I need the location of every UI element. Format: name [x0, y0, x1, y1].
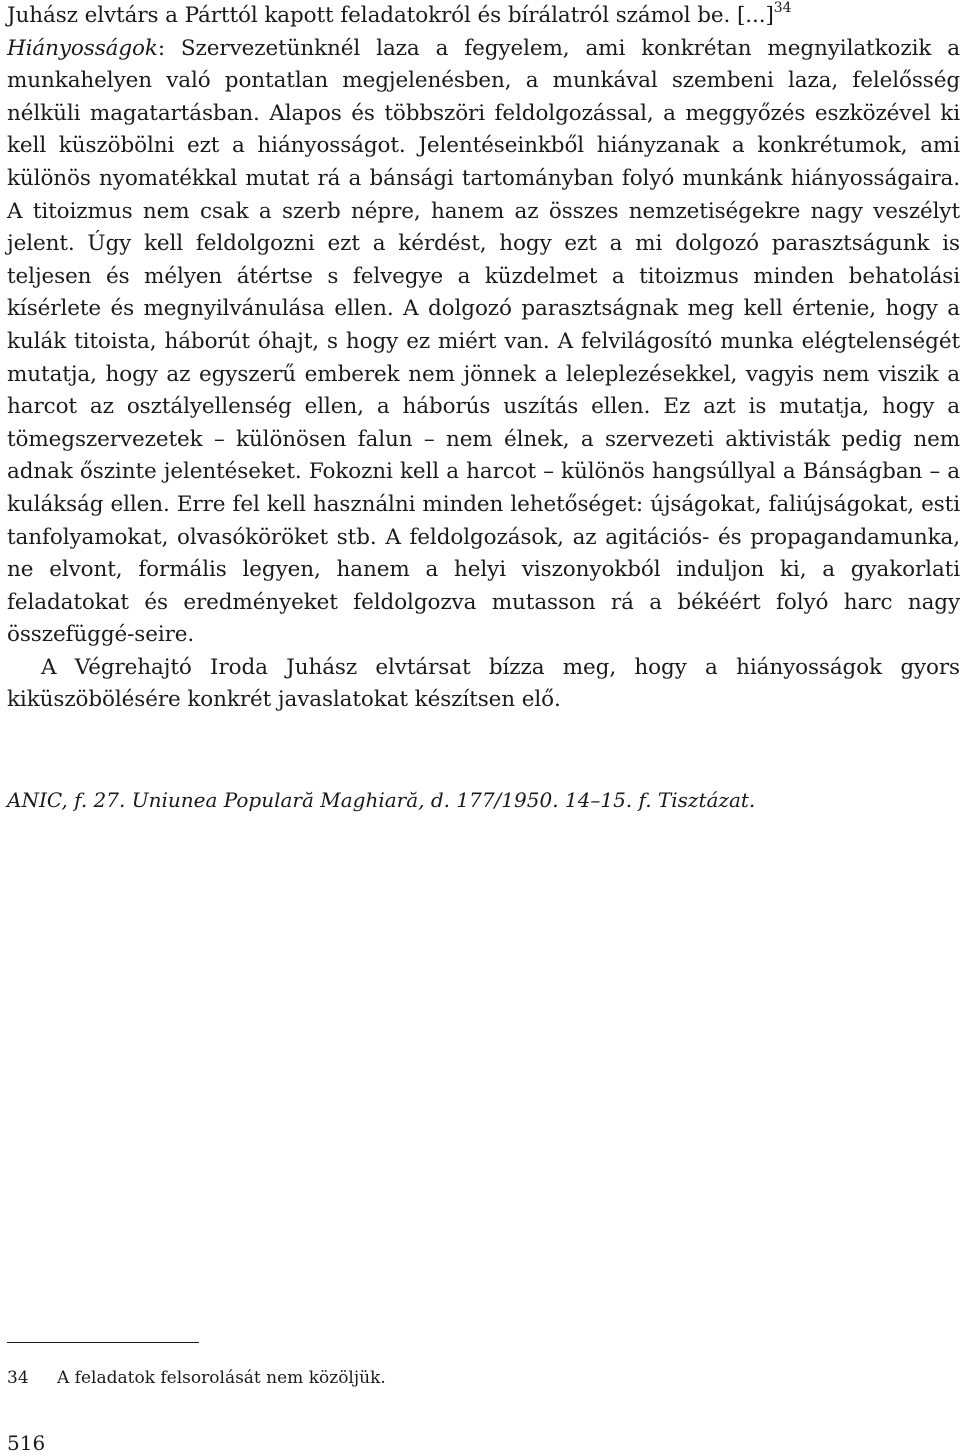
section-label: Hiányosságok — [7, 35, 158, 61]
intro-sentence: Juhász elvtárs a Párttól kapott feladatokról és bírálatról számol be. [...] — [7, 3, 774, 28]
footnote — [7, 1368, 386, 1388]
paragraph-1 — [7, 0, 960, 652]
source-note: ANIC, f. 27. Uniunea Populară Maghiară, d. 177/1950. 14–15. f. Tisztázat. — [7, 788, 756, 812]
footnote-text: A feladatok felsorolását nem közöljük. — [57, 1368, 386, 1388]
paragraph-2: A Végrehajtó Iroda Juhász elvtársat bízza meg, hogy a hiányosságok gyors kiküszöbölésére konkrét javaslatokat készítsen elő. — [7, 654, 960, 713]
footnote-number: 34 — [7, 1368, 29, 1388]
page-number: 516 — [7, 1431, 46, 1455]
main-text — [7, 0, 960, 717]
paragraph-1-text: : Szervezetünknél laza a fegyelem, ami konkrétan megnyilatkozik a munkahelyen való pontatlan megjelenésben, a munkával szembeni laza, felelősség nélküli magatartásban. Alapos és többszöri feldolgozással, a meggyőzés eszközével ki kell küszöbölni ezt a hiányosságot. Jelentéseinkből hiányzanak a konkrétumok, ami különös nyomatékkal mutat rá a bánsági tartományban folyó munkánk hiányosságaira. A titoizmus nem csak a szerb népre, hanem az összes nemzetiségekre nagy veszélyt jelent. Úgy kell feldolgozni ezt a kérdést, hogy ezt a mi dolgozó parasztságunk is teljesen és mélyen átértse s felvegye a küzdelmet a titoizmus minden behatolási kísérlete és megnyilvánulása ellen. A dolgozó parasztságnak meg kell értenie, hogy a kulák titoista, háborút óhajt, s hogy ez miért van. A felvilágosító munka elégtelenségét mutatja, hogy az egyszerű emberek nem jönnek a leleplezésekkel, vagyis nem viszik a harcot az osztályellenség ellen, a háborús uszítás ellen. Ez azt is mutatja, hogy a tömegszervezetek – különösen falun – nem élnek, a szervezeti aktivisták pedig nem adnak őszinte jelentéseket. Fokozni kell a harcot – különös hangsúllyal a Bánságban – a kulákság ellen. Erre fel kell használni minden lehetőséget: újságokat, faliújságokat, esti tanfolyamokat, olvasóköröket stb. A feldolgozások, az agitációs- és propagandamunka, ne elvont, formális legyen, hanem a helyi viszonyokból induljon ki, a gyakorlati feladatokat és eredményeket feldolgozva mutasson rá a békéért folyó harc nagy összefüggé-seire. — [7, 35, 960, 648]
footnote-reference[interactable]: 34 — [773, 0, 792, 16]
footnote-divider — [7, 1342, 199, 1343]
